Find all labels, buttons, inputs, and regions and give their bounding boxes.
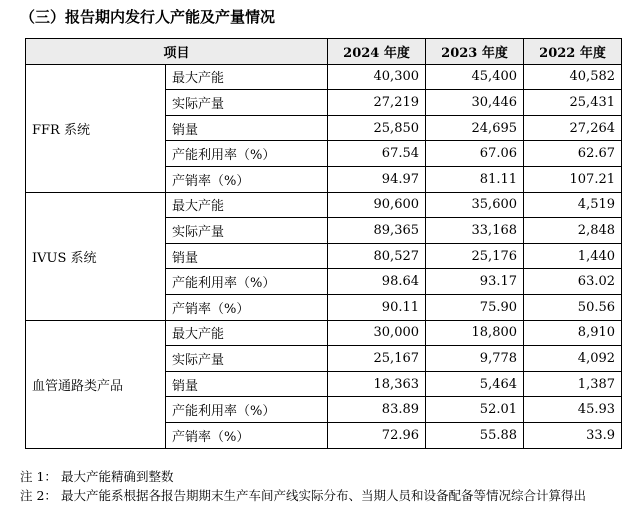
value-2023: 93.17 bbox=[426, 269, 524, 295]
footnote-2 bbox=[20, 486, 630, 505]
metric-label: 实际产量 bbox=[166, 218, 328, 244]
value-2022: 2,848 bbox=[524, 218, 622, 244]
group-vascular-access: 血管通路类产品 bbox=[26, 320, 166, 448]
value-2023: 81.11 bbox=[426, 166, 524, 192]
value-2023: 9,778 bbox=[426, 346, 524, 372]
value-2022: 4,092 bbox=[524, 346, 622, 372]
value-2024: 90.11 bbox=[328, 294, 426, 320]
value-2024: 25,850 bbox=[328, 115, 426, 141]
value-2022: 45.93 bbox=[524, 397, 622, 423]
metric-label: 产销率（%） bbox=[166, 294, 328, 320]
value-2022: 8,910 bbox=[524, 320, 622, 346]
section-heading: （三）报告期内发行人产能及产量情况 bbox=[20, 8, 276, 26]
metric-label: 最大产能 bbox=[166, 192, 328, 218]
header-2023: 2023 年度 bbox=[426, 39, 524, 65]
value-2024: 89,365 bbox=[328, 218, 426, 244]
footnotes bbox=[20, 467, 630, 505]
metric-label: 销量 bbox=[166, 371, 328, 397]
value-2024: 94.97 bbox=[328, 166, 426, 192]
footnote-label: 注 2： bbox=[20, 488, 57, 503]
metric-label: 实际产量 bbox=[166, 90, 328, 116]
value-2022: 107.21 bbox=[524, 166, 622, 192]
value-2023: 75.90 bbox=[426, 294, 524, 320]
value-2023: 67.06 bbox=[426, 141, 524, 167]
group-ivus: IVUS 系统 bbox=[26, 192, 166, 320]
metric-label: 最大产能 bbox=[166, 64, 328, 90]
metric-label: 销量 bbox=[166, 243, 328, 269]
metric-label: 产能利用率（%） bbox=[166, 397, 328, 423]
table-header-row bbox=[26, 39, 622, 65]
footnote-label: 注 1： bbox=[20, 469, 57, 484]
value-2023: 52.01 bbox=[426, 397, 524, 423]
metric-label: 产销率（%） bbox=[166, 422, 328, 448]
table-row bbox=[26, 64, 622, 90]
header-2022: 2022 年度 bbox=[524, 39, 622, 65]
metric-label: 产销率（%） bbox=[166, 166, 328, 192]
value-2023: 45,400 bbox=[426, 64, 524, 90]
value-2022: 25,431 bbox=[524, 90, 622, 116]
footnote-text: 最大产能精确到整数 bbox=[60, 469, 174, 484]
metric-label: 最大产能 bbox=[166, 320, 328, 346]
value-2024: 72.96 bbox=[328, 422, 426, 448]
value-2022: 1,440 bbox=[524, 243, 622, 269]
value-2023: 30,446 bbox=[426, 90, 524, 116]
header-item: 项目 bbox=[26, 39, 328, 65]
value-2023: 24,695 bbox=[426, 115, 524, 141]
value-2022: 62.67 bbox=[524, 141, 622, 167]
group-ffr: FFR 系统 bbox=[26, 64, 166, 192]
metric-label: 产能利用率（%） bbox=[166, 269, 328, 295]
value-2022: 27,264 bbox=[524, 115, 622, 141]
value-2024: 18,363 bbox=[328, 371, 426, 397]
value-2024: 83.89 bbox=[328, 397, 426, 423]
value-2023: 25,176 bbox=[426, 243, 524, 269]
header-2024: 2024 年度 bbox=[328, 39, 426, 65]
value-2023: 55.88 bbox=[426, 422, 524, 448]
value-2023: 18,800 bbox=[426, 320, 524, 346]
value-2024: 27,219 bbox=[328, 90, 426, 116]
value-2024: 30,000 bbox=[328, 320, 426, 346]
value-2022: 1,387 bbox=[524, 371, 622, 397]
table-row bbox=[26, 192, 622, 218]
footnote-1 bbox=[20, 467, 630, 486]
value-2022: 50.56 bbox=[524, 294, 622, 320]
value-2022: 33.9 bbox=[524, 422, 622, 448]
value-2022: 4,519 bbox=[524, 192, 622, 218]
value-2023: 33,168 bbox=[426, 218, 524, 244]
value-2023: 5,464 bbox=[426, 371, 524, 397]
footnote-text: 最大产能系根据各报告期期末生产车间产线实际分布、当期人员和设备配备等情况综合计算得出 bbox=[60, 488, 586, 503]
metric-label: 销量 bbox=[166, 115, 328, 141]
value-2024: 90,600 bbox=[328, 192, 426, 218]
value-2022: 40,582 bbox=[524, 64, 622, 90]
value-2024: 80,527 bbox=[328, 243, 426, 269]
table-row bbox=[26, 320, 622, 346]
value-2024: 40,300 bbox=[328, 64, 426, 90]
value-2022: 63.02 bbox=[524, 269, 622, 295]
metric-label: 产能利用率（%） bbox=[166, 141, 328, 167]
capacity-table bbox=[25, 38, 622, 449]
value-2023: 35,600 bbox=[426, 192, 524, 218]
metric-label: 实际产量 bbox=[166, 346, 328, 372]
value-2024: 67.54 bbox=[328, 141, 426, 167]
value-2024: 98.64 bbox=[328, 269, 426, 295]
value-2024: 25,167 bbox=[328, 346, 426, 372]
